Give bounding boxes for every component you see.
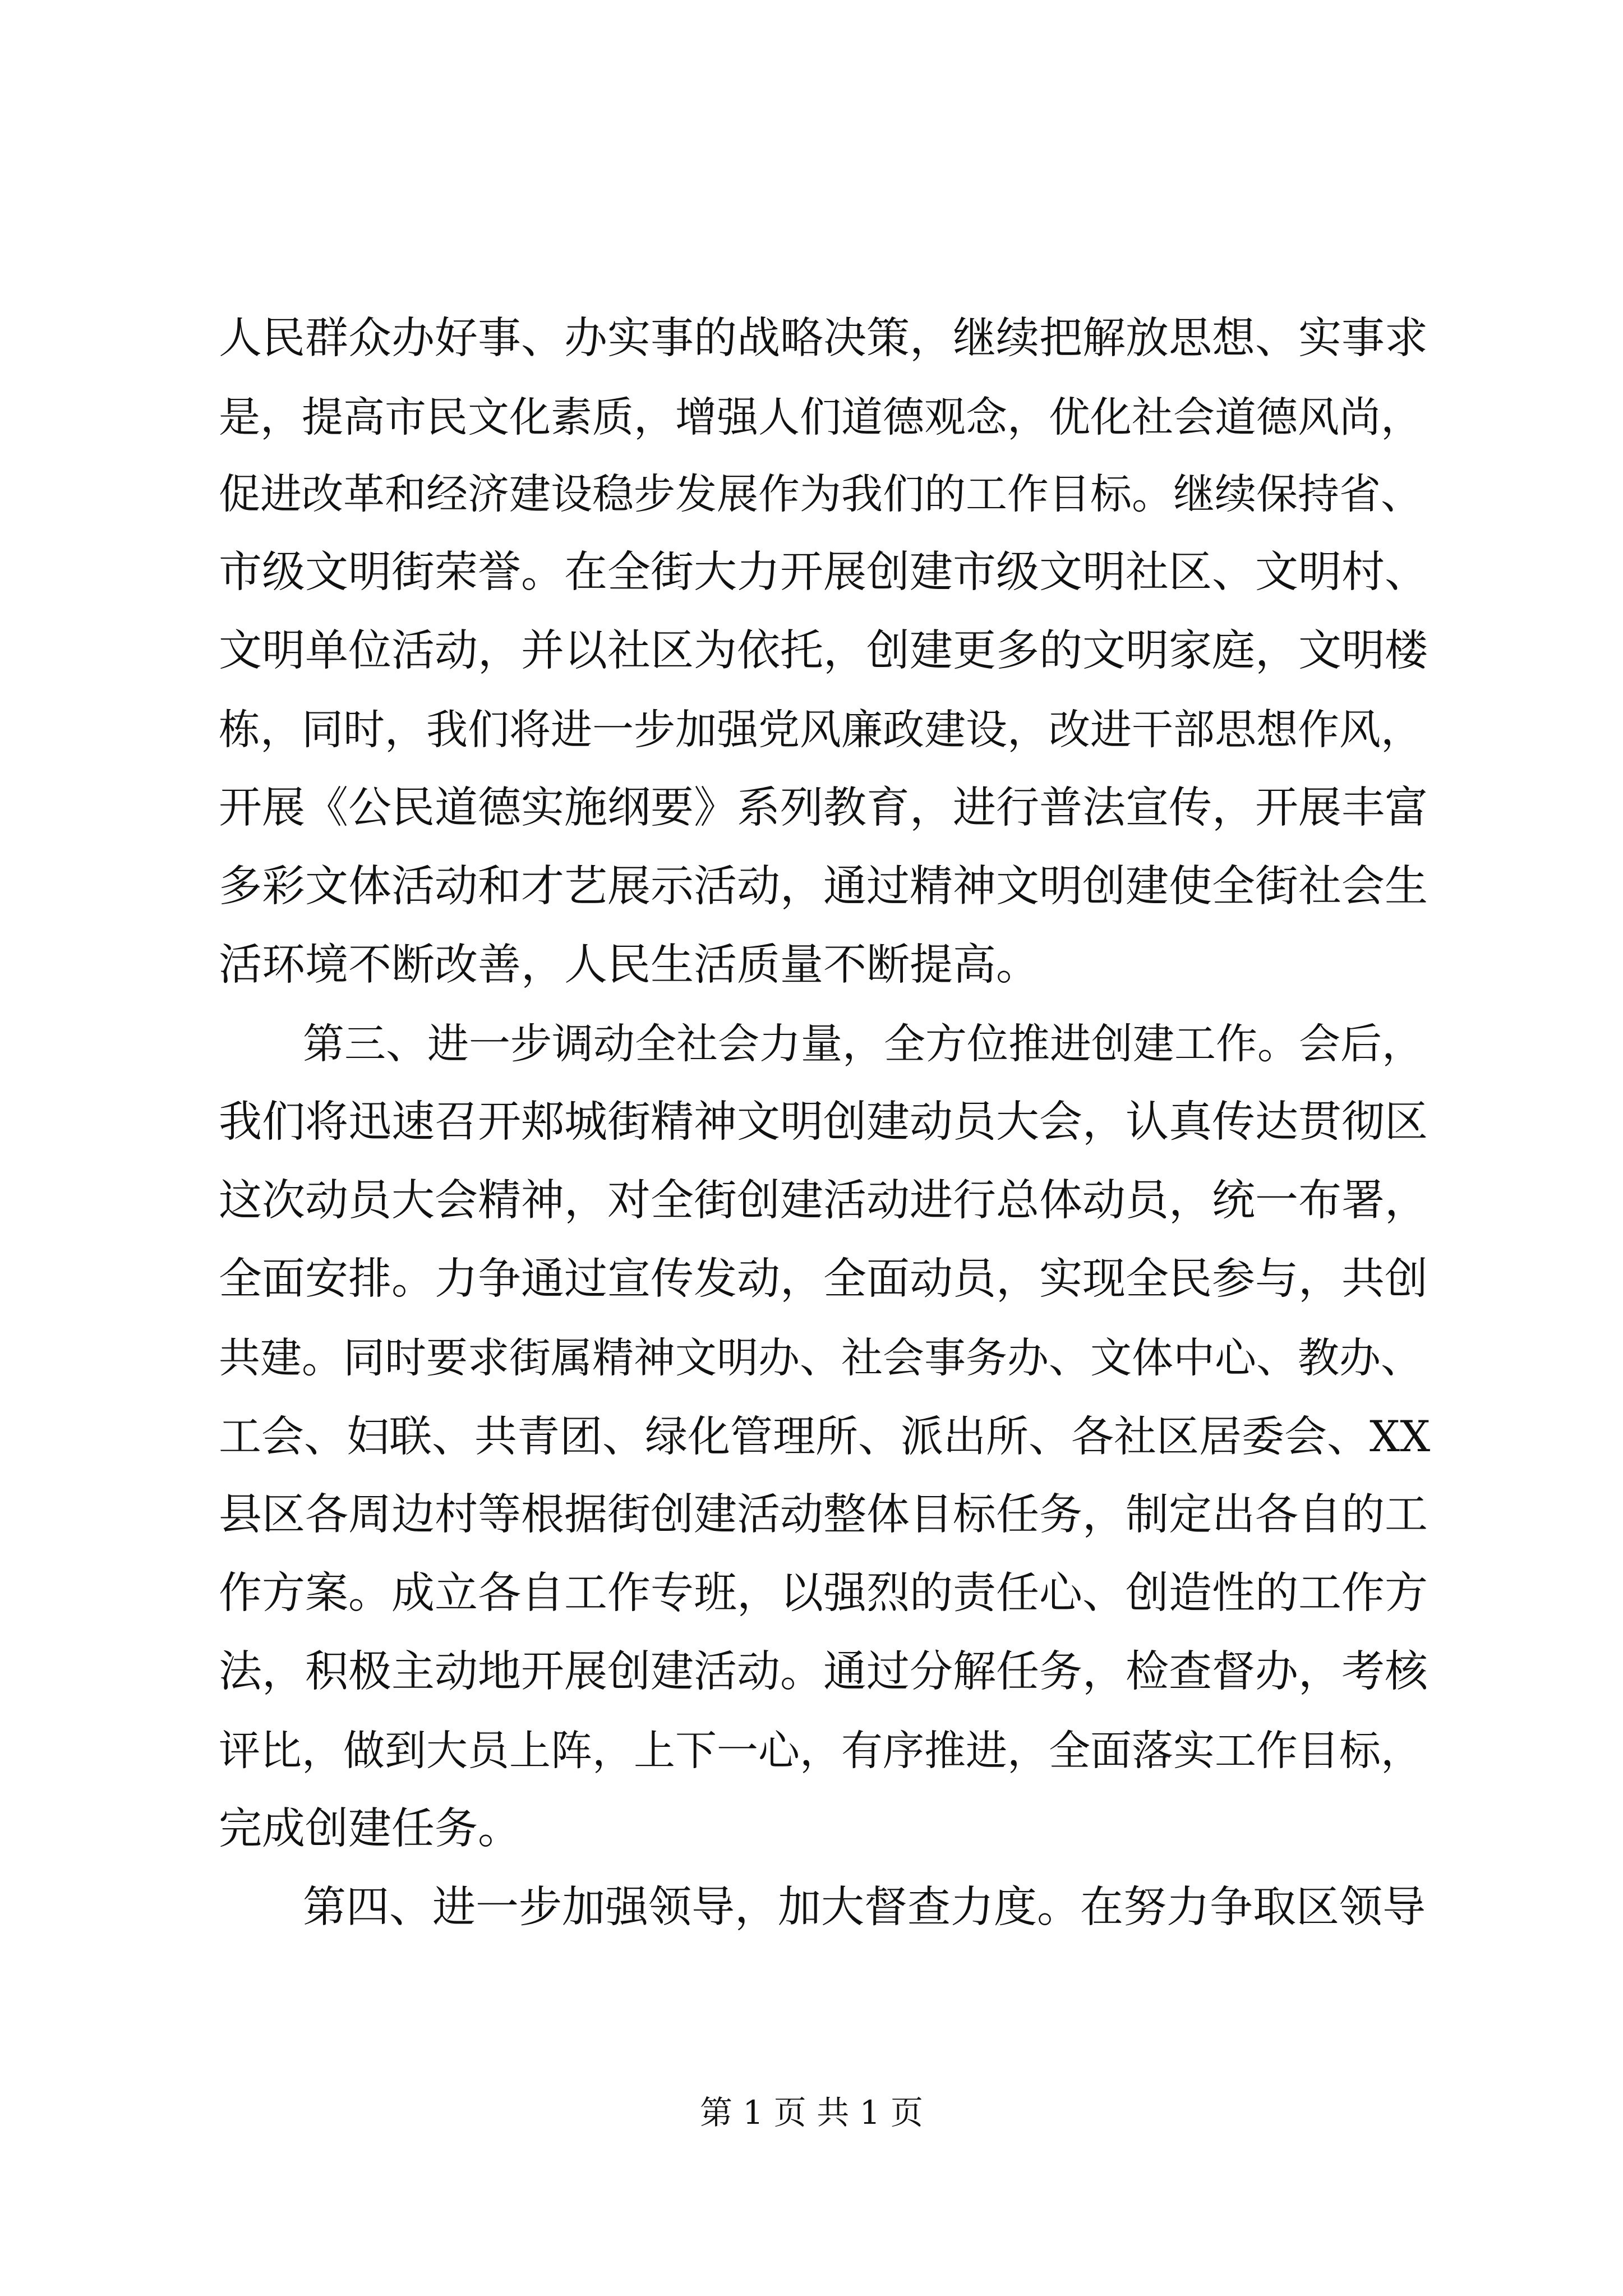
text-line: 是，提高市民文化素质，增强人们道德观念，优化社会道德风尚， (219, 393, 1422, 441)
text-line: 作方案。成立各自工作专班，以强烈的责任心、创造性的工作方 (219, 1568, 1428, 1618)
text-line: 人民群众办好事、办实事的战略决策，继续把解放思想、实事求 (219, 314, 1428, 364)
paragraph-start-line: 第三、进一步调动全社会力量，全方位推进创建工作。会后， (303, 1020, 1423, 1068)
text-line: 评比，做到大员上阵，上下一心，有序推进，全面落实工作目标， (219, 1727, 1422, 1775)
paragraph-start-line: 第四、进一步加强领导，加大督查力度。在努力争取区领导 (303, 1883, 1426, 1932)
text-line: 市级文明街荣誉。在全街大力开展创建市级文明社区、文明村、 (219, 547, 1428, 597)
text-line: 文明单位活动，并以社区为依托，创建更多的文明家庭，文明楼 (219, 626, 1428, 676)
text-line: 工会、妇联、共青团、绿化管理所、派出所、各社区居委会、XX (219, 1411, 1431, 1461)
text-line: 多彩文体活动和才艺展示活动，通过精神文明创建使全街社会生 (219, 862, 1428, 912)
page-footer: 第 1 页 共 1 页 (700, 2093, 923, 2132)
text-line: 这次动员大会精神，对全街创建活动进行总体动员，统一布署， (219, 1176, 1428, 1226)
text-line: 法，积极主动地开展创建活动。通过分解任务，检查督办，考核 (219, 1647, 1428, 1697)
text-line: 完成创建任务。 (219, 1804, 521, 1854)
text-line: 共建。同时要求街属精神文明办、社会事务办、文体中心、教办、 (219, 1334, 1422, 1382)
text-line: 开展《公民道德实施纲要》系列教育，进行普法宣传，开展丰富 (219, 783, 1428, 833)
text-line: 县区各周边村等根据街创建活动整体目标任务，制定出各自的工 (219, 1490, 1428, 1540)
text-line: 我们将迅速召开郏城街精神文明创建动员大会，认真传达贯彻区 (219, 1097, 1428, 1147)
text-line: 活环境不断改善，人民生活质量不断提高。 (219, 940, 1039, 990)
text-line: 促进改革和经济建设稳步发展作为我们的工作目标。继续保持省、 (219, 470, 1422, 518)
text-line: 全面安排。力争通过宣传发动，全面动员，实现全民参与，共创 (219, 1254, 1428, 1304)
text-line: 栋，同时，我们将进一步加强党风廉政建设，改进干部思想作风， (219, 706, 1422, 754)
